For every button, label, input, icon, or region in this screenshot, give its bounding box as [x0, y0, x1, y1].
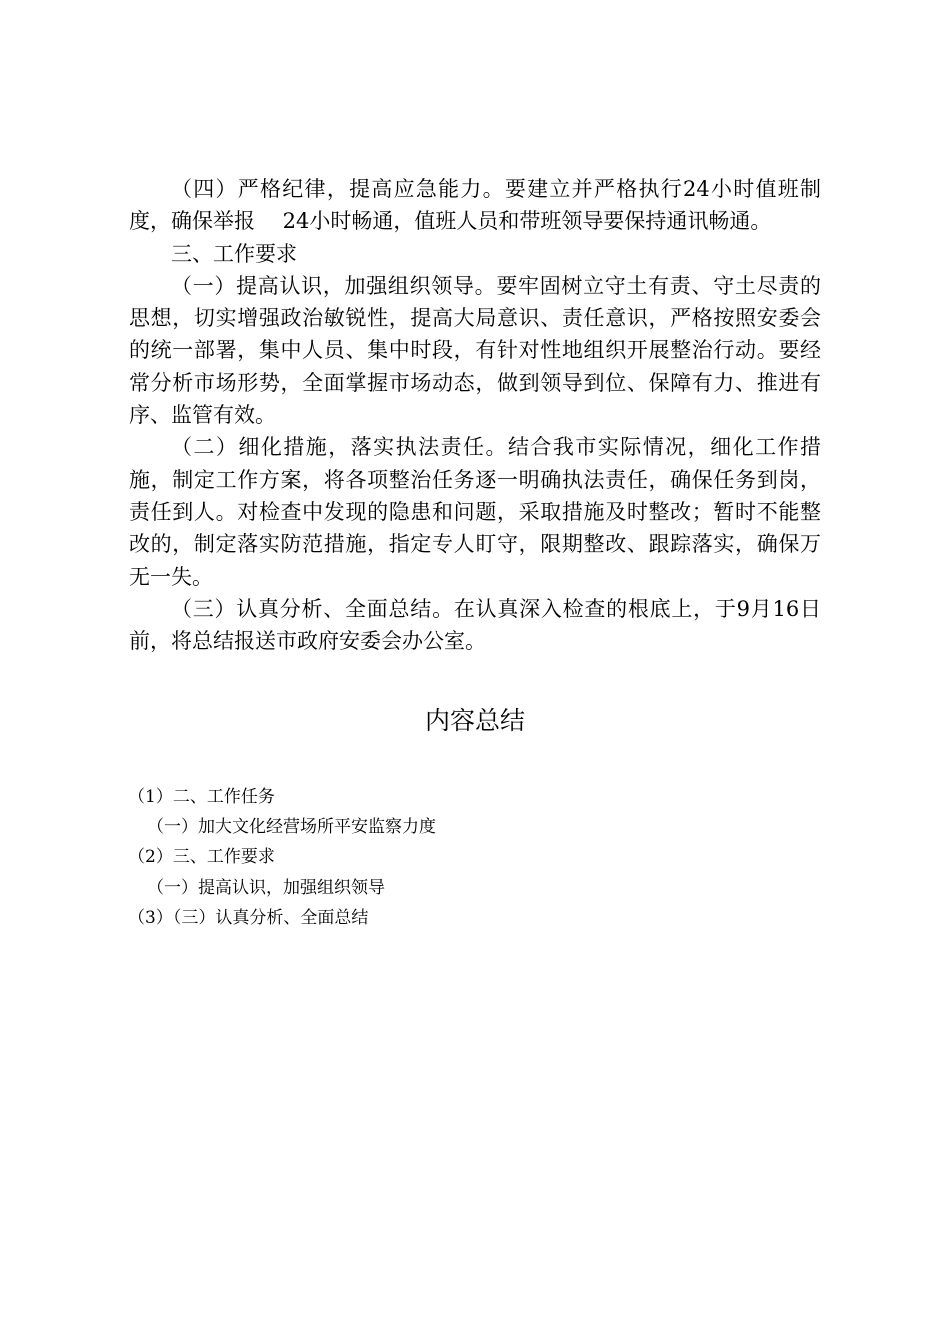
- paragraph-refine-measures: （二）细化措施，落实执法责任。结合我市实际情况，细化工作措施，制定工作方案，将各项整治任务逐一明确执法责任，确保任务到岗，责任到人。对检查中发现的隐患和问题，采取措施及时整改；暂时不能整改的，制定落实防范措施，指定专人盯守，限期整改、跟踪落实，确保万无一失。: [129, 435, 821, 589]
- summary-title: 内容总结: [424, 706, 525, 735]
- summary-item: （一）提高认识，加强组织领导: [147, 877, 385, 898]
- summary-item: （1）二、工作任务: [128, 787, 275, 807]
- paragraph-analysis-summary: （三）认真分析、全面总结。在认真深入检查的根底上，于9月16日前，将总结报送市政府安委会办公室。: [129, 596, 821, 654]
- summary-item: （3）（三）认真分析、全面总结: [128, 907, 369, 928]
- paragraph-raise-awareness: （一）提高认识，加强组织领导。要牢固树立守土有责、守土尽责的思想，切实增强政治敏锐性，提高大局意识、责任意识，严格按照安委会的统一部署，集中人员、集中时段，有针对性地组织开展整治行动。要经常分析市场形势，全面掌握市场动态，做到领导到位、保障有力、推进有序、监管有效。: [129, 273, 821, 428]
- section-heading-work-requirements: 三、工作要求: [171, 241, 297, 266]
- summary-item: （一）加大文化经营场所平安监察力度: [147, 817, 436, 838]
- paragraph-duty-discipline: （四）严格纪律，提高应急能力。要建立并严格执行24小时值班制度，确保举报 24小时畅通，值班人员和带班领导要保持通讯畅通。: [129, 177, 821, 234]
- summary-list: [128, 782, 828, 933]
- summary-item: （2）三、工作要求: [128, 847, 275, 868]
- body-text: [129, 173, 821, 657]
